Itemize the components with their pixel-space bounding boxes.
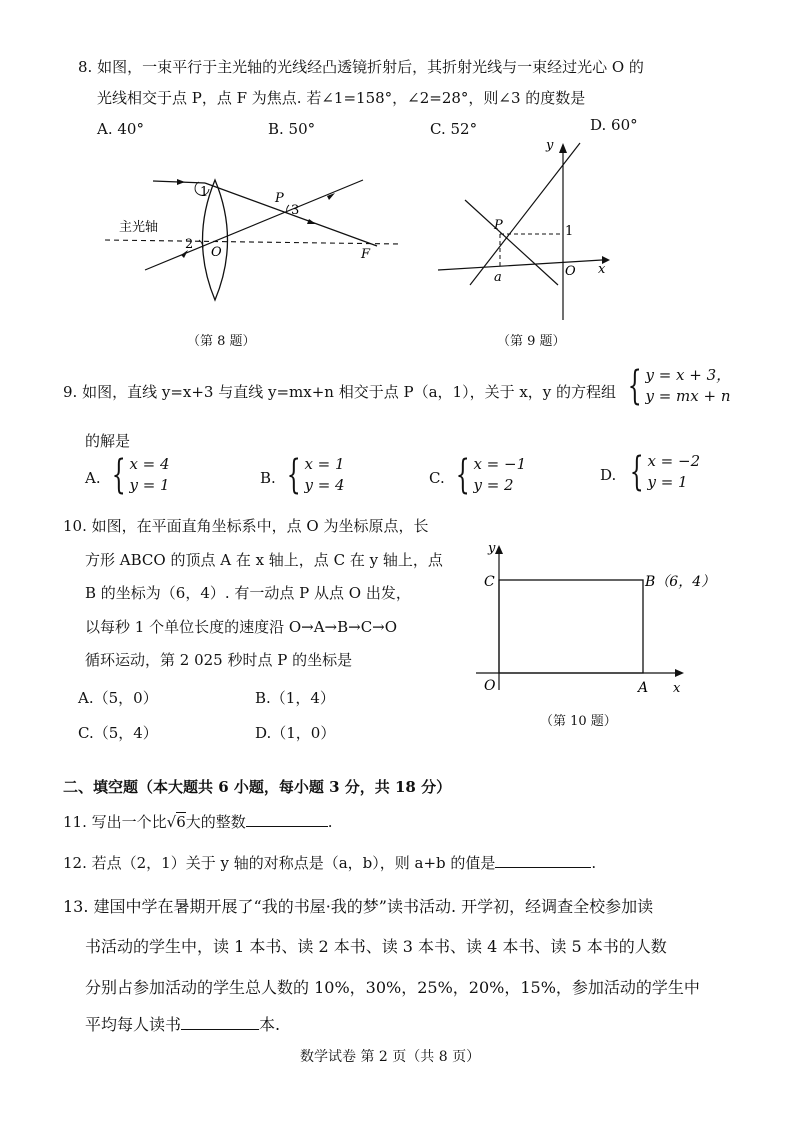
- angle-2-label: 2: [185, 237, 194, 252]
- q9-lines-figure: [430, 135, 620, 325]
- principal-axis-label: 主光轴: [119, 220, 159, 235]
- x-axis-label: x: [598, 262, 606, 277]
- q9-option-d-label: D.: [600, 466, 617, 484]
- x-axis: [438, 260, 602, 270]
- q8-option-a: A. 40°: [97, 120, 144, 138]
- q13-line2: 书活动的学生中，读 1 本书、读 2 本书、读 3 本书、读 4 本书、读 5 本书的人数: [85, 937, 667, 956]
- q11-question: 11. 写出一个比√6大的整数 .: [63, 813, 333, 831]
- q12-answer-blank[interactable]: [495, 853, 591, 868]
- origin-label: O: [484, 678, 496, 694]
- optical-center-ray: [145, 180, 363, 270]
- q10-line2: 方形 ABCO 的顶点 A 在 x 轴上，点 C 在 y 轴上，点: [85, 551, 443, 569]
- q10-line1: 10. 如图，在平面直角坐标系中，点 O 为坐标原点，长: [63, 517, 429, 535]
- q13-line4: 平均每人读书 本.: [85, 1015, 281, 1034]
- q11-answer-blank[interactable]: [246, 812, 328, 827]
- q9-option-b-label: B.: [260, 469, 276, 487]
- rectangle-abco: [499, 580, 643, 673]
- point-b-label: B（6，4）: [645, 574, 716, 590]
- a-label: a: [494, 270, 502, 285]
- q9-figure-caption: （第 9 题）: [497, 334, 566, 349]
- angle-3-label: 3: [291, 203, 300, 218]
- point-p-label: P: [275, 191, 284, 206]
- q8-line1: 8. 如图，一束平行于主光轴的光线经凸透镜折射后，其折射光线与一束经过光心 O 的: [78, 58, 644, 76]
- q10-line5: 循环运动，第 2 025 秒时点 P 的坐标是: [85, 651, 353, 669]
- point-c-label: C: [484, 574, 495, 590]
- angle-1-label: 1: [200, 185, 209, 200]
- principal-axis: [105, 240, 400, 244]
- point-p-label: P: [494, 218, 503, 233]
- q10-option-a: A.（5，0）: [78, 689, 158, 707]
- q8-lens-figure: [105, 160, 415, 340]
- q9-option-c-label: C.: [429, 469, 445, 487]
- point-a-label: A: [638, 680, 649, 696]
- y-axis-label: y: [546, 138, 554, 153]
- q10-option-b: B.（1，4）: [255, 689, 335, 707]
- q10-line3: B 的坐标为（6，4）. 有一动点 P 从点 O 出发，: [85, 584, 411, 602]
- section-heading: 二、填空题（本大题共 6 小题，每小题 3 分，共 18 分）: [63, 778, 452, 796]
- q10-figure-caption: （第 10 题）: [540, 714, 617, 729]
- q10-line4: 以每秒 1 个单位长度的速度沿 O→A→B→C→O: [85, 618, 398, 636]
- point-f-label: F: [361, 247, 371, 262]
- q8-option-b: B. 50°: [268, 120, 316, 138]
- q8-option-d: D. 60°: [590, 116, 638, 134]
- y-axis-label: y: [488, 541, 496, 556]
- q12-question: 12. 若点（2，1）关于 y 轴的对称点是（a，b），则 a+b 的值是 .: [63, 854, 597, 872]
- q10-option-c: C.（5，4）: [78, 724, 158, 742]
- q8-figure-caption: （第 8 题）: [187, 334, 256, 349]
- q9-option-a-label: A.: [85, 469, 101, 487]
- line-y-mx-n: [465, 200, 558, 285]
- q13-line1: 13. 建国中学在暑期开展了“我的书屋·我的梦”读书活动. 开学初，经调查全校参加读: [63, 897, 654, 916]
- q9-option-b: { x = 1 y = 4: [286, 452, 345, 498]
- q9-option-d: { x = −2 y = 1: [629, 449, 701, 495]
- q8-line2: 光线相交于点 P，点 F 为焦点. 若∠1=158°，∠2=28°，则∠3 的度数是: [97, 89, 586, 107]
- q10-option-d: D.（1，0）: [255, 724, 336, 742]
- origin-label: O: [565, 264, 576, 279]
- x-axis-label: x: [673, 681, 681, 696]
- q8-option-c: C. 52°: [430, 120, 478, 138]
- q10-rectangle-figure: [470, 540, 716, 700]
- q9-line2: 的解是: [85, 432, 131, 450]
- point-o-label: O: [211, 245, 222, 260]
- page-footer: 数学试卷 第 2 页（共 8 页）: [300, 1049, 481, 1065]
- q13-line3: 分别占参加活动的学生总人数的 10%，30%，25%，20%，15%，参加活动的学生中: [85, 978, 700, 997]
- one-label: 1: [565, 224, 574, 239]
- q13-answer-blank[interactable]: [181, 1015, 259, 1030]
- q9-line1: 9. 如图，直线 y=x+3 与直线 y=mx+n 相交于点 P（a，1），关于 x，y 的方程组: [63, 383, 617, 401]
- q9-option-c: { x = −1 y = 2: [455, 452, 527, 498]
- q9-equation-system: { y = x + 3， y = mx + n: [627, 363, 732, 409]
- q9-option-a: { x = 4 y = 1: [111, 452, 170, 498]
